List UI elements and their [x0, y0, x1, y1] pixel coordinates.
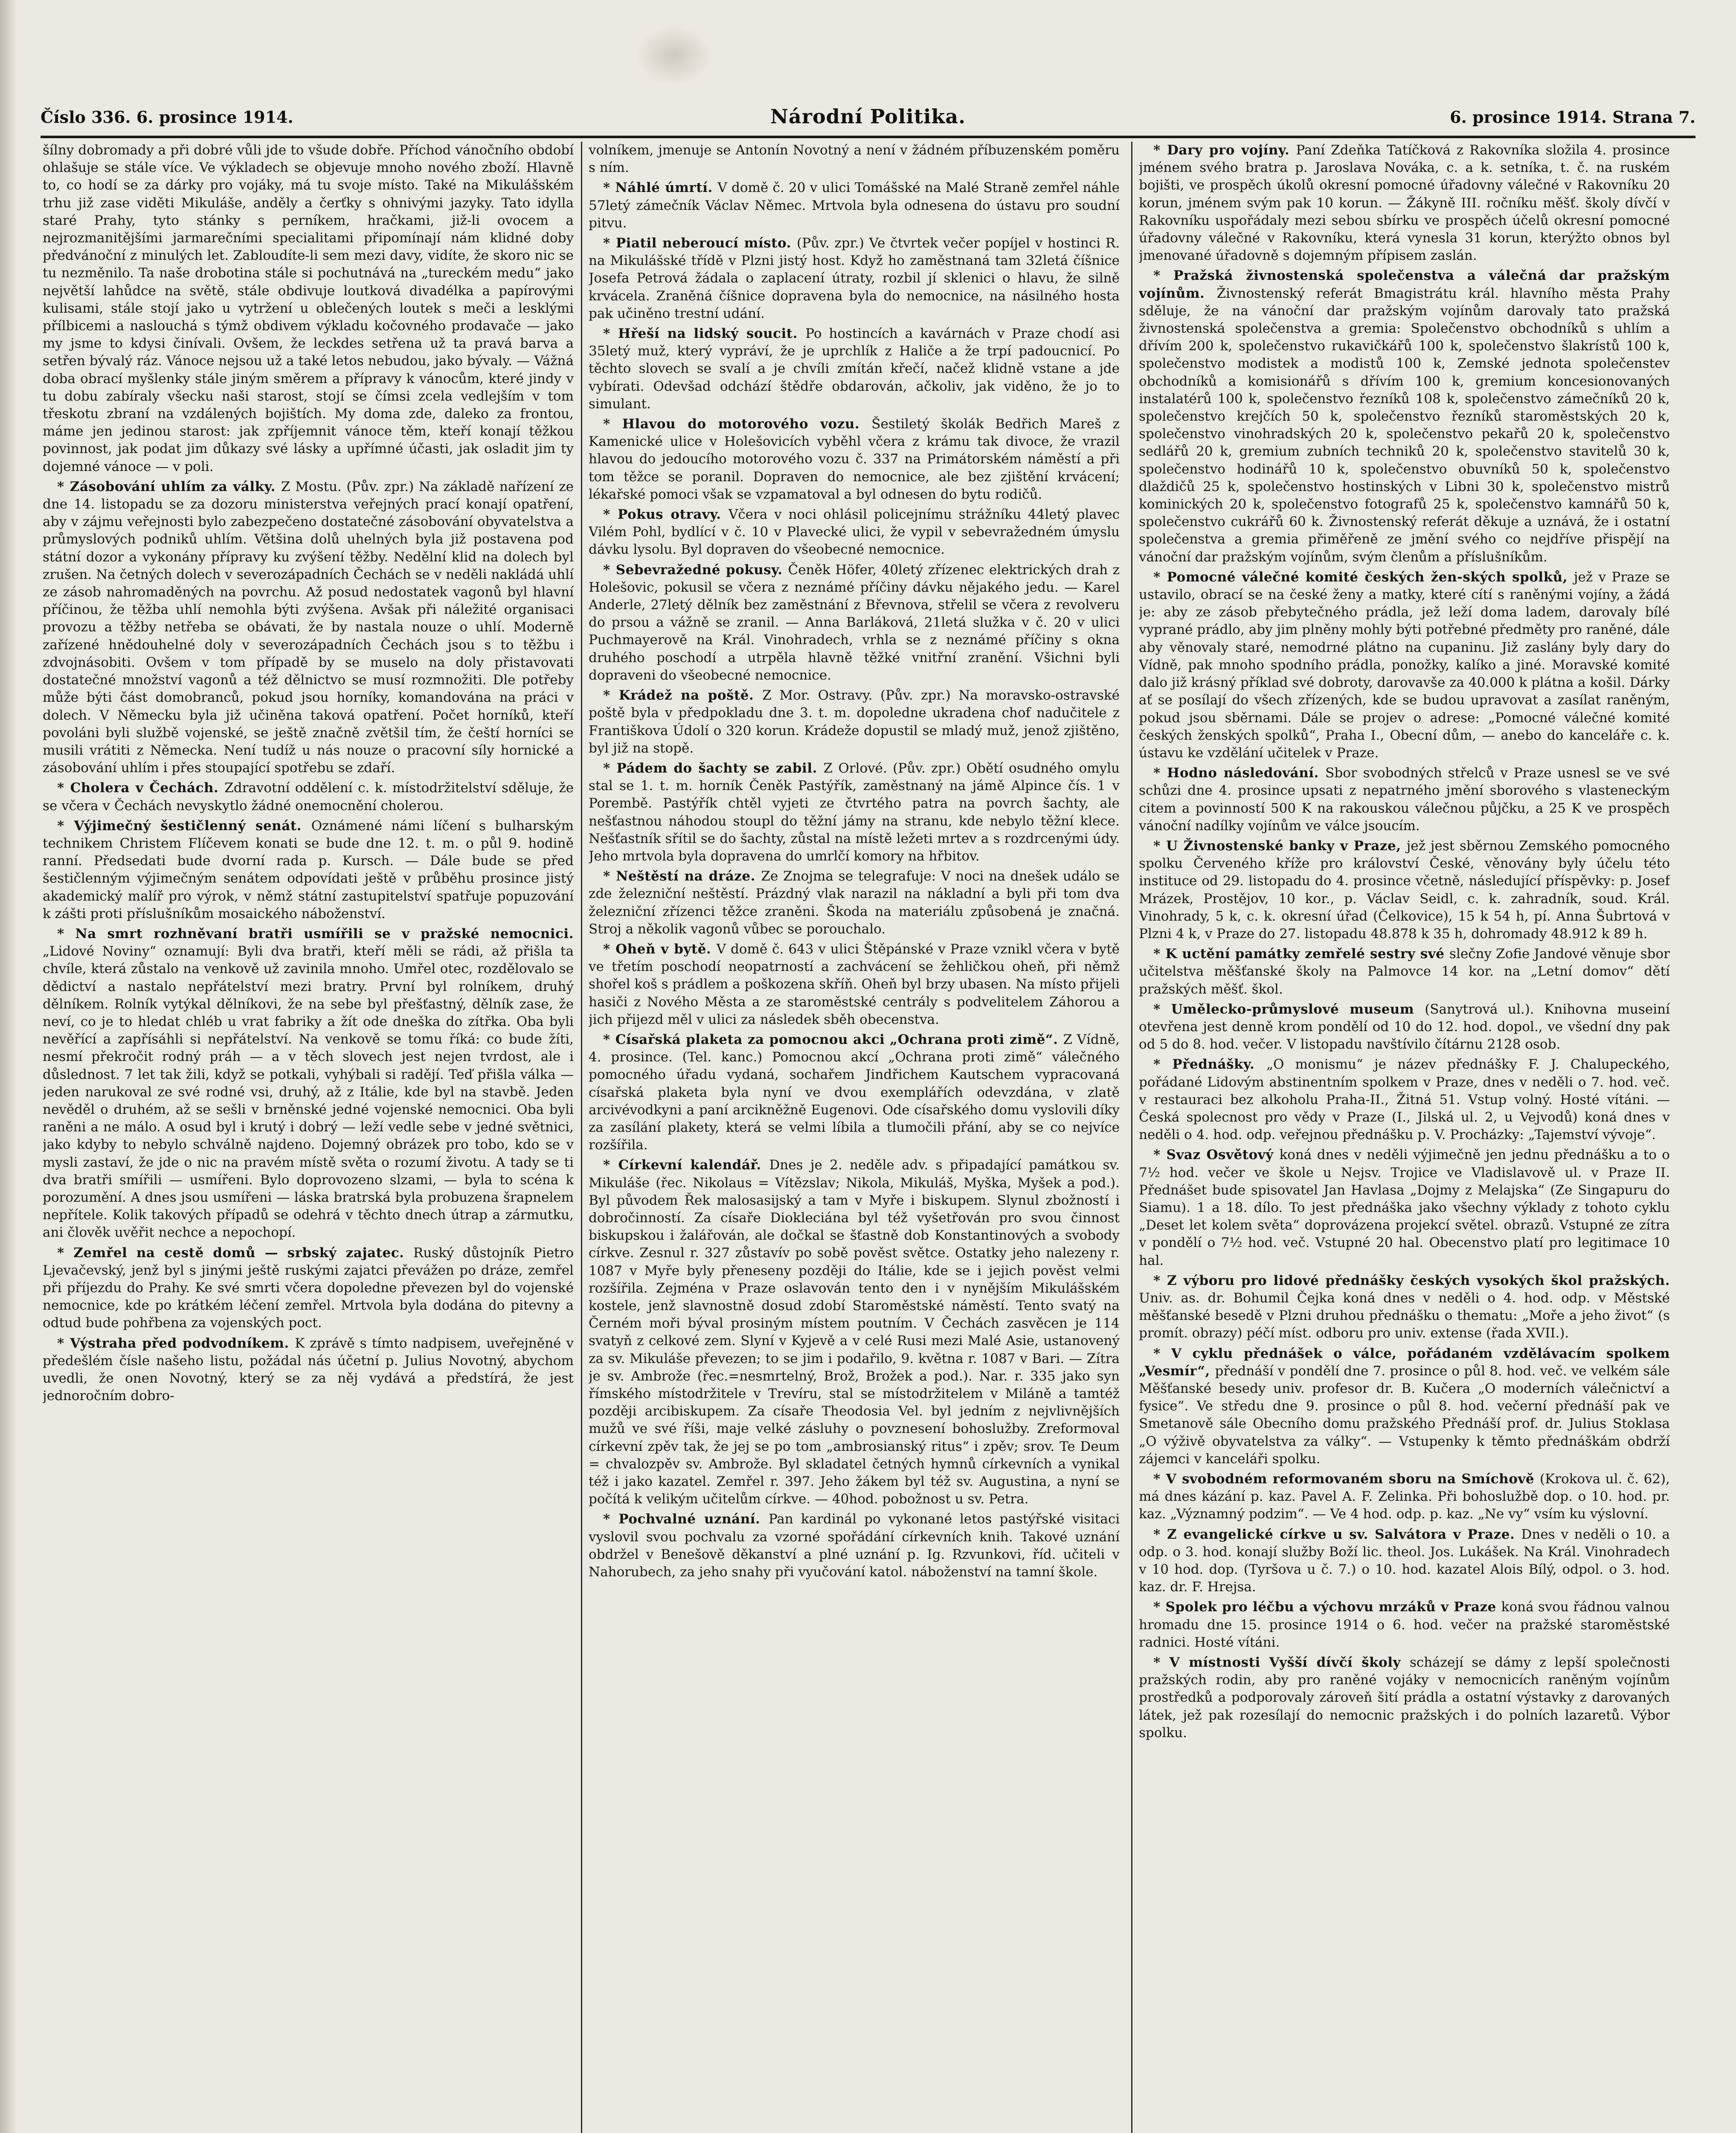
article-paragraph	[43, 925, 574, 1242]
date-page-number: 6. prosince 1914. Strana 7.	[1450, 108, 1695, 127]
article-headline: * V cyklu přednášek o válce, pořádaném vzdělávacím spolkem „Vesmír“,	[1139, 1345, 1670, 1379]
article-headline: * Z evangelické církve u sv. Salvátora v Praze.	[1153, 1526, 1521, 1542]
article-paragraph	[1139, 1056, 1670, 1144]
article-headline: * Oheň v bytě.	[603, 941, 717, 957]
scan-edge	[0, 0, 17, 2133]
article-headline: * Pomocné válečné komité českých žen-ských spolků,	[1153, 569, 1574, 585]
article-text: slečny Zofie Jandové věnuje sbor učitelstva měšťanské školy na Palmovce 14 kor. na „Letní domov“ dětí pražských měšť. škol.	[1139, 946, 1670, 997]
article-text: volníkem, jmenuje se Antonín Novotný a není v žádném příbuzenském poměru s ním.	[589, 142, 1120, 176]
article-headline: * Na smrt rozhněvaní bratři usmířili se v pražské nemocnici.	[57, 926, 574, 942]
article-paragraph	[1139, 1001, 1670, 1054]
column-divider	[1131, 142, 1132, 2133]
article-paragraph	[1139, 764, 1670, 835]
article-paragraph	[43, 1244, 574, 1332]
article-paragraph	[1139, 1272, 1670, 1343]
article-paragraph	[1139, 1345, 1670, 1468]
article-paragraph	[1139, 1526, 1670, 1596]
article-paragraph	[589, 941, 1120, 1029]
article-headline: * Dary pro vojíny.	[1153, 142, 1296, 158]
article-text: Z Vídně, 4. prosince. (Tel. kanc.) Pomocnou akcí „Ochrana proti zimě“ válečného pomocného úřadu vydaná, sochařem Jindřichem Kautschem vypracovaná císařská plaketa byla nyní ve dvou exemplářích odevzdána, v zlatě arcivévodkyni a paní arcikněžně Eugenovi. Ode císařského domu vyslovili díky za zasílání plakety, která se velmi líbila a tlumočili přání, aby se co nejvíce rozšířila.	[589, 1032, 1120, 1153]
article-text: Čeněk Höfer, 40letý zřízenec elektrických drah z Holešovic, pokusil se včera z neznámé příčiny dávku nějakého jedu. — Karel Anderle, 27letý dělník bez zaměstnání z Břevnova, střelil se včera z revolveru do prsou a vážně se zranil. — Anna Barláková, 21letá služka v č. 20 v ulici Puchmayerově na Král. Vinohradech, vrhla se z neznámé příčiny s okna druhého poschodí a utrpěla hlavně těžké vnitřní zranění. Všichni byli dopraveni do všeobecné nemocnice.	[589, 562, 1120, 683]
article-paragraph	[589, 325, 1120, 413]
article-text: Pan kardinál po vykonané letos pastýřské visitaci vyslovil svou pochvalu za vzorné spořádání církevních knih. Takové uznání obdržel v Benešově děkanství a plné uznání p. Ig. Rzvunkovi, říd. učiteli v Nahorubech, za jeho snahy při vyučování katol. náboženství na tamní škole.	[589, 1511, 1120, 1580]
article-headline: * Cholera v Čechách.	[57, 780, 225, 796]
article-headline: * Císařská plaketa za pomocnou akci „Ochrana proti zimě“.	[603, 1032, 1063, 1047]
newspaper-title: Národní Politika.	[770, 105, 966, 128]
article-text: jež jest sběrnou Zemského pomocného spolku Červeného kříže pro království České, věnovány byly účelu této instituce od 29. listopadu do 4. prosince včetně, následující příspěvky: p. Josef Mrázek, Prostějov, 10 kor., p. Václav Seidl, c. k. zahradník, soud. Král. Vinohrady, 5 k, c. k. okresní úřad (Čelkovice), 15 k 54 h, pí. Anna Šubrtová v Plzni 4 k, v Praze do 27. listopadu 48.878 k 35 h, dohromady 48.912 k 89 h.	[1139, 838, 1670, 942]
header-rule	[41, 136, 1695, 138]
article-text: Šestiletý školák Bedřich Mareš z Kamenické ulice v Holešovicích vyběhl včera z krámu tak divoce, že vrazil hlavou do jedoucího motorového vozu č. 337 na Primátorském náměstí a při tom těžce se poranil. Dopraven do nemocnice, ale bez zjištění krvácení; lékařské pomoci však se vzpamatoval a byl odnesen do bytu rodičů.	[589, 416, 1120, 502]
article-paragraph	[43, 779, 574, 814]
article-text: scházejí se dámy z lepší společnosti pražských rodin, aby pro raněné vojáky v nemocnicích raněným vojínům prostředků a podporovaly zároveň šití prádla a ostatní výstavky z darovaných látek, jež pak rozesílají do nemocnic pražských i do polních lazaretů. Výbor spolku.	[1139, 1655, 1670, 1741]
article-headline: * Hlavou do motorového vozu.	[603, 416, 872, 432]
article-paragraph	[589, 868, 1120, 938]
article-paragraph	[589, 506, 1120, 559]
article-headline: * Piatil neberoucí místo.	[603, 235, 797, 251]
article-headline: * Neštěstí na dráze.	[603, 869, 761, 884]
article-headline: * Hodno následování.	[1153, 765, 1326, 781]
article-text: V domě č. 643 v ulici Štěpánské v Praze vznikl včera v bytě ve třetím poschodí neopatrností a zachvácení se žehličkou oheň, při němž shořel koš s prádlem a poškozena skříň. Oheň byl brzy ubasen. Na místo přijeli hasiči z Nového Města a ze staroměstské centrály s podvelitelem Záhorou a jich přijezd měl v ulici za následek sběh obecenstva.	[589, 941, 1120, 1027]
article-paragraph	[589, 1511, 1120, 1581]
article-text: Ze Znojma se telegrafuje: V noci na dnešek událo se zde železniční neštěstí. Prázdný vlak narazil na nákladní a byli při tom dva železniční zřízenci těžce zraněni. Škoda na materiálu způsobená je značná. Stroj a několik vagonů vůbec se porouchalo.	[589, 869, 1120, 937]
article-text: šílny dobromady a při dobré vůli jde to všude dobře. Příchod vánočního období ohlašuje se stále více. Ve výkladech se objevuje mnoho nového zboží. Hlavně to, co hodí se za dárky pro vojáky, má tu svoje místo. Také na Mikulášském trhu již zase viděti Mikuláše, anděly a čerťky s ohnivými jazyky. Tato idylla staré Prahy, tyto stánky s perníkem, hračkami, již-li ovocem a nejrozmanitějšími jarmarečními specialitami připomínají nám klidné doby předvánoční z minulých let. Zabloudíte-li sem mezi davy, vidíte, že skoro nic se tu nezměnilo. Ta naše drobotina stále si pochutnává na „tureckém medu“ jako největší lahůdce na světě, stále obdivuje loutková divadélka a papírovými kulisami, stále stojí jako u vytržení u oblečených loutek s meči a lesklými přílbicemi a naslouchá s týmž obdivem výkladu kočovného prodavače — jako my jsme to kdysi činívali. Ovšem, že leckdes setřena už ta pravá barva a setřen bývalý ráz. Vánoce nejsou už a také letos nebudou, jako bývaly. — Vážná doba obrací myšlenky stále jiným směrem a přípravy k vánocům, které jindy v tu dobu zabíraly všecku naši starost, stojí se čímsi zcela vedlejším v tom třeskotu zbraní na vzdálených bojištích. My doma zde, daleko za frontou, máme jen jedinou starost: jak zpříjemnit vánoce těm, kteří konají těžkou povinnost, jak podat jim důkazy své lásky a upřímné účasti, jak osladit jim ty dojemné vánoce — v poli.	[43, 142, 574, 474]
article-headline: * Církevní kalendář.	[603, 1157, 769, 1173]
article-paragraph	[1139, 1598, 1670, 1651]
article-paragraph	[589, 235, 1120, 323]
page-header	[41, 105, 1695, 133]
article-text: Oznámené námi líčení s bulharským technikem Christem Flíčevem konati se bude dne 12. t. m. o půl 9. hodině ranní. Předsedati bude dvorní rada p. Kursch. — Dále bude se před šestičlenným výjimečným senátem odpovídati ještě v průběhu prosince jistý akademický malíř pro výrok, v němž státní zastupitelství spatřuje popuzování k zášti proti příslušníkům mosaického náboženství.	[43, 818, 574, 921]
article-headline: * Sebevražedné pokusy.	[603, 562, 788, 578]
article-headline: * Pochvalné uznání.	[603, 1511, 769, 1527]
article-paragraph	[1139, 837, 1670, 943]
article-text: „O monismu“ je název přednášky F. J. Chalupeckého, pořádané Lidovým abstinentním spolkem v Praze, dnes v neděli o 7. hod. več. v restauraci bez alkoholu Praha-II., Žitná 51. Vstup volný. Hosté vítáni. — Česká spolecnost pro vědy v Praze (I., Jilská ul. 2, u Vejvodů) koná dnes v neděli o 4. hod. odp. veřejnou přednášku p. V. Procházky: „Tajemství vývoje“.	[1139, 1057, 1670, 1143]
article-headline: * Krádež na poště.	[603, 688, 763, 703]
article-text: (Krokova ul. č. 62), má dnes kázání p. kaz. Pavel A. F. Zelinka. Při bohoslužbě dop. o 10. hod. pr. kaz. „Významný podzim“. — Ve 4 hod. odp. p. kaz. „Ne vy“ vsím ku výslovní.	[1139, 1471, 1670, 1522]
article-headline: * Svaz Osvětový	[1153, 1147, 1280, 1163]
article-headline: * Pádem do šachty se zabil.	[603, 760, 824, 776]
article-text: Sbor svobodných střelců v Praze usnesl se ve své schůzi dne 4. prosince upsati z nepatrného jmění sborového s vlasteneckým citem a povinností 500 K na rakouskou válečnou půjčku, a 25 K ve prospěch vánoční nadílky vojínům ve válce jsoucím.	[1139, 765, 1670, 834]
article-paragraph	[589, 179, 1120, 232]
article-headline: * Výjimečný šestičlenný senát.	[57, 818, 311, 834]
article-paragraph	[1139, 1654, 1670, 1742]
article-headline: * K uctění památky zemřelé sestry své	[1153, 946, 1450, 962]
article-text: Dnes je 2. neděle adv. s připadající památkou sv. Mikuláše (řec. Nikolaus = Vítězslav; Nikola, Mikuláš, Myška, Myšek a pod.). Byl původem Řek malosasijský a tam v Myře i biskupem. Slynul zbožností i dobročinností. Za císaře Diokleciána byl též vyšetřován pro svou činnost biskupskou i žalářován, ale dočkal se šťastně dob Konstantinových a svobody církve. Zesnul r. 327 zůstavív po sobě pověst světce. Ostatky jeho nalezeny r. 1087 v Myře byly přeneseny později do Itálie, kde se i jejich pověst velmi rozšířila. Zejména v Praze oslavován tento den i v nynějším Mikulášském kostele, jenž slavnostně dosud zdobí Staroměstské náměstí. Tento svatý na Černém moři býval prosiným místem poutním. V Čechách zasvěcen je 114 svatyň z celkové zem. Slyní v Kyjevě a v celé Rusi mezi Malé Asie, ustanovený za sv. Mikuláše převezen; to se jim i podařilo, 9. května r. 1087 v Bari. — Zítra je sv. Ambrože (řec.=nesmrtelný, Brož, Brožek a pod.). Nar. r. 335 jako syn římského místodržitele v Trevíru, stal se místodržitelem v Miláně a tamtéž později arcibiskupem. Za císaře Theodosia Vel. byl jedním z nejvlivnějších mužů ve své říši, maje velké zásluhy o povznesení bohoslužby. Zreformoval církevní zpěv tak, že jej se po tom „ambrosianský ritus“ i zpěv; srov. Te Deum = chvalozpěv sv. Ambrože. Byl skladatel četných hymnů církevních a vynikal též i jako kazatel. Zemřel r. 397. Jeho žákem byl též sv. Augustina, a nyní se počítá k velikým učitelům církve. — 40hod. pobožnost u sv. Petra.	[589, 1157, 1120, 1507]
article-text: Zdravotní oddělení c. k. místodržitelství sděluje, že se včera v Čechách nevyskytlo žádné onemocnění cholerou.	[43, 780, 574, 814]
article-headline: * Zemřel na cestě domů — srbský zajatec.	[57, 1245, 413, 1261]
article-paragraph	[1139, 569, 1670, 762]
article-text: Včera v noci ohlásil policejnímu strážníku 44letý plavec Vilém Pohl, bydlící v č. 10 v Plavecké ulici, že vypil v sebevražedném úmyslu dávku lysolu. Byl dopraven do všeobecné nemocnice.	[589, 507, 1120, 558]
article-paragraph	[43, 142, 574, 476]
article-paragraph	[589, 760, 1120, 865]
article-headline: * Hřeší na lidský soucit.	[603, 326, 806, 342]
article-text: koná dnes v neděli výjimečně jen jednu přednášku a to o 7½ hod. večer ve škole u Nejsv. Trojice ve Vladislavově ul. v Praze II. Přednášet bude spisovatel Jan Havlasa „Dojmy z Melajska“ (Ze Singapuru do Siamu). 1 a 18. dílo. To jest přednáška jako všechny výklady z tohoto cyklu „Deset let kolem světa“ doprovázena projekcí světel. obrazů. Vstupné ze zítra v pondělí o 7½ hod. več. Vstupné 20 hal. Obecenstvo platí pro legitimace 10 hal.	[1139, 1147, 1670, 1268]
article-headline: * Pražská živnostenská společenstva a válečná dar pražským vojínům.	[1139, 268, 1670, 301]
article-headline: * Výstraha před podvodníkem.	[57, 1335, 295, 1351]
article-text: „Lidové Noviny“ oznamují: Byli dva bratři, kteří měli se rádi, až přišla ta chvíle, která zůstalo na venkově už zavinila mnoho. Umřel otec, rozdělovalo se dědictví a nastalo nepřátelství mezi bratry. První byl rolníkem, druhý dělníkem. Rolník vytýkal dělníkovi, že na sebe byl přešťastný, dělník zase, že neví, co je to hledat chléb u vrat fabriky a žít ode dneška do zítřka. Oba byli nevěřící a zapřísáhli si nepřátelství. Na venkově se tomu říká: co bude žíti, nesmí překročit rodný práh — a v těch slovech jest nejen tvrdost, ale i důslednost. 7 let tak žili, když se potkali, vyhýbali si radějí. Teď přišla válka — jeden narukoval ze své rodné vsi, druhý, až z Itálie, kde byl na stavbě. Jeden nevěděl o druhém, až se sešli v brněnské jedné vojenské nemocnici. Oba byli raněni a ne málo. A osud byl i krutý i dobrý — leží vedle sebe v jedné světnici, jako kdyby to nebylo schválně najdeno. Dojemný obrázek pro tobo, kdo se v mysli zastaví, že jde o nic na pravém místě světa o rozumí životu. A tady se ti dva bratři smířili — usmířeni. Bylo doprovozeno slzami, — byla to scéna k porozumění. A dnes jsou usmířeni — láska bratrská byla probuzena šrapnelem nepřítele. Kolik takových případů se odehrá v těchto dnech útrap a zármutku, ani člověk uvěřit nechce a nepochopí.	[43, 944, 574, 1241]
article-text: Ruský důstojník Pietro Ljevačevský, jenž byl s jinými ještě ruskými zajatci převážen po dráze, zemřel při příjezdu do Prahy. Ke své smrti včera dopoledne převezen byl do vojenské nemocnice, kde po krátkém léčení zemřel. Mrtvola byla dodána do pitevny a odtud bude pohřbena za vojenských poct.	[43, 1245, 574, 1331]
article-paragraph	[589, 561, 1120, 684]
article-text: (Pův. zpr.) Ve čtvrtek večer popíjel v hostinci R. na Mikulášské třídě v Plzni jistý host. Když ho zaměstnaná tam 32letá číšnice Josefa Petrová žádala o zaplacení útraty, rozbil jí sklenici o hlavu, že silně krvácela. Zraněná číšnice dopravena byla do nemocnice, na násilného hosta pak učiněno trestní udání.	[589, 235, 1120, 321]
article-text: Z Mor. Ostravy. (Pův. zpr.) Na moravsko-ostravské poště byla v předpokladu dne 3. t. m. dopoledne ukradena chof nadučitele z Františkova Údolí o 320 korun. Krádeže dopustil se mladý muž, jenož zjištěno, byl již na stopě.	[589, 688, 1120, 756]
column-2	[589, 142, 1120, 2133]
article-text: Univ. as. dr. Bohumil Čejka koná dnes v neděli o 4. hod. odp. v Městské měšťanské besedě v Plzni druhou přednášku o thematu: „Moře a jeho život“ (s promít. obrazy) péčí míst. odboru pro univ. extense (řada XVII.).	[1139, 1290, 1670, 1341]
article-text: V domě č. 20 v ulici Tomášské na Malé Straně zemřel náhle 57letý zámečník Václav Němec. Mrtvola byla odnesena do ústavu pro soudní pitvu.	[589, 180, 1120, 231]
article-headline: * V místnosti Vyšší dívčí školy	[1153, 1655, 1410, 1671]
article-text: jež v Praze se ustavilo, obrací se na české ženy a matky, které cítí s raněnými vojíny, a žádá je: aby ze zásob přebytečného prádla, jež leží doma ladem, darovaly bílé vyprané prádlo, aby jim plněny mohly býti potřebné předměty pro raněné, dále aby věnovaly staré, nemodrné plátno na cupaninu. Již zaslány byly dary do Vídně, pak mnoho spodního prádla, ponožky, kalíko a jiné. Moravské komité dalo již krásný příklad své dobroty, darovavše za 40.000 k plátna a košil. Dárky ať se posílají do všech zřízených, kde se budou upravovat a zasílat raněným, pokud jsou sběrnami. Dále se projev o adrese: „Pomocné válečné komité českých ženských spolků“, Praha I., Obecní dům, — anebo do kanceláře c. k. ústavu ke vzdělání učitelek v Praze.	[1139, 569, 1670, 761]
article-text: přednáší v pondělí dne 7. prosince o půl 8. hod. več. ve velkém sále Měšťanské besedy univ. profesor dr. B. Kučera „O moderních válečnictví a fysice“. Ve středu dne 9. prosince o půl 8. hod. večerní přednáší pak ve Smetanově sále Obecního domu pražského Přednáší prof. dr. Julius Stoklasa „O výživě obyvatelstva za války“. — Vstupenky k těmto přednáškám obdrží zájemci v kanceláři spolku.	[1139, 1363, 1670, 1467]
article-paragraph	[589, 1157, 1120, 1508]
article-paragraph	[589, 1031, 1120, 1154]
article-paragraph	[1139, 1146, 1670, 1269]
article-paragraph	[1139, 1470, 1670, 1523]
article-text: koná svou řádnou valnou hromadu dne 15. prosince 1914 o 6. hod. večer na pražské staroměstské radnici. Hosté vítáni.	[1139, 1599, 1670, 1650]
article-text: Živnostenský referát Bmagistrátu král. hlavního města Prahy sděluje, že na vánoční dar pražským vojínům darovaly tato pražská živnostenská společenstva a gremia: Společenstvo obchodníků s uhlím a dřívím 200 k, společenstvo rukavičkářů 100 k, společenstvo šlakrístů 100 k, společenstvo modistek a modistů 100 k, Zemské jednota společenstev obchodníků a komisionářů s dřívím 100 k, gremium koncesionovaných instalatérů 100 k, společenstvo řezníků 108 k, společenstvo zámečníků 20 k, společenstvo krejčích 50 k, společenstvo řezníků staroměstských 20 k, společenstvo vinohradských 20 k, společenstvo pekařů 20 k, společenstvo sedlářů 20 k, gremium zubních techniků 20 k, společenstvo stavitelů 30 k, společenstvo hodinářů 10 k, společenstvo obuvníků 50 k, společenstvo dlaždičů 25 k, společenstvo hostinských v Libni 30 k, společenstvo mistrů kominických 20 k, společenstvo fotografů 25 k, společenstvo kamnářů 50 k, společenstvo cukrářů 60 k. Živnostenský referát děkuje a uznává, že i ostatní společenstva a gremia přiměřeně ze jmění svého co nejdříve přispějí na vánoční dar pražským vojínům, svým členům a příslušníkům.	[1139, 285, 1670, 565]
ink-smudge	[636, 26, 712, 85]
issue-number-date: Číslo 336. 6. prosince 1914.	[41, 108, 293, 127]
article-headline: * Pokus otravy.	[603, 507, 729, 523]
column-3	[1139, 142, 1670, 2133]
article-headline: * Zásobování uhlím za války.	[57, 479, 281, 494]
article-headline: * Umělecko-průmyslové museum	[1153, 1001, 1425, 1017]
article-text: Paní Zdeňka Tatíčková z Rakovníka složila 4. prosince jménem svého bratra p. Jaroslava Nováka, c. a k. setníka, t. č. na ruském bojišti, ve prospěch úkolů okresní pomocné úřadovny válečné v Rakovníku 20 korun, jménem svým pak 10 korun. — Žákyně III. ročníku měšť. školy dívčí v Rakovníku uspořádaly mezi sebou sbírku ve prospěch účelů okresní pomocné úřadovny válečné v Rakovníku, která vynesla 31 korun, kterýžto obnos byl jmenované úřadovně s dojemným přípisem zaslán.	[1139, 142, 1670, 264]
article-text: Z Orlové. (Pův. zpr.) Obětí osudného omylu stal se 1. t. m. horník Čeněk Pastýřík, zaměstnaný na jámě Alpince čís. 1 v Porembě. Pastýřík chtěl vyjeti ze čtvrtého patra na povrch šachty, ale nešťastnou náhodou stoupl do těžní jámy na stranu, kde nebylo těžní klece. Nešťastník sřítil se do šachty, zůstal na místě ležeti mrtev a s rozdrcenými údy. Jeho mrtvola byla dopravena do umrlčí komory na hřbitov.	[589, 760, 1120, 864]
article-text: (Sanytrová ul.). Knihovna museiní otevřena jest denně krom pondělí od 10 do 12. hod. dopol., ve všední dny pak od 5 do 8. hod. večer. V listopadu navštívilo čítárnu 2128 osob.	[1139, 1001, 1670, 1052]
article-headline: * Spolek pro léčbu a výchovu mrzáků v Praze	[1153, 1599, 1501, 1615]
column-divider	[581, 142, 582, 2133]
article-text: Po hostincích a kavárnách v Praze chodí asi 35letý muž, který vypráví, že je uprchlík z Haliče a že trpí padoucnicí. Po těchto slovech se svalí a je chvíli zmítán křečí, načež klidně vstane a jde vybírati. Odevšad odchází štědře obdarován, ačkoliv, jak viděno, že jo to simulant.	[589, 326, 1120, 412]
article-headline: * Náhlé úmrtí.	[603, 180, 718, 196]
article-headline: * Z výboru pro lidové přednášky českých vysokých škol pražských.	[1153, 1273, 1670, 1288]
article-paragraph	[1139, 267, 1670, 566]
article-paragraph	[1139, 945, 1670, 998]
article-paragraph	[43, 817, 574, 923]
article-text: Dnes v neděli o 10. a odp. o 3. hod. konají služby Boží lic. theol. Jos. Lukášek. Na Král. Vinohradech v 10 hod. dop. (Tyršova u č. 7.) o 10. hod. kazatel Alois Bílý, odpol. o 3. hod. kaz. dr. F. Hrejsa.	[1139, 1526, 1670, 1595]
article-text: Z Mostu. (Pův. zpr.) Na základě nařízení ze dne 14. listopadu se za dozoru ministerstva veřejných prací konají opatření, aby v zájmu veřejnosti bylo zabezpečeno dostatečné zásobování obyvatelstva a průmyslových podniků uhlím. Většina dolů uhelných byla již postavena pod státní dozor a vykonány přípravy ku zvýšení těžby. Nedělní klid na dolech byl zrušen. Na četných dolech v severozápadních Čechách se v neděli nakládá uhlí ze zásob nahromaděných na povrchu. Až posud nedostatek vagonů byl hlavní příčinou, že těžba uhlí nemohla býti zvýšena. Avšak při náležité organisaci provozu a těžby netřeba se obávati, že by nastala nouze o uhlí. Moderně zařízené hnědouhelné doly v severozápadních Čechách jsou s to těžbu i zdvojnásobiti. Ovšem v tom případě by se muselo na doly přistavovati dostatečné množství vagonů a též dělnictvo se musí rozmnožiti. Dle potřeby může býti část domobranců, pokud jsou horníky, komandována na práci v dolech. V Německu byla již učiněna taková opatření. Počet horníků, kteří povoláni byli službě vojenské, se ještě značně zvětšil tím, že čeští horníci se musili vrátiti z Německa. Není tudíž u nás nouze o pracovní síly hornické a zásobování uhlím i přes stoupající spotřebu se zdaří.	[43, 479, 574, 776]
article-paragraph	[1139, 142, 1670, 264]
article-paragraph	[589, 142, 1120, 177]
article-paragraph	[589, 416, 1120, 503]
column-1	[43, 142, 574, 2133]
article-headline: * Přednášky.	[1153, 1057, 1266, 1072]
article-text: K zprávě s tímto nadpisem, uveřejněné v předešlém čísle našeho listu, požádal nás účetní p. Julius Novotný, abychom uvedli, že onen Novotný, který se za něj vydává a předstírá, že jest jednoročním dobro-	[43, 1335, 574, 1404]
article-headline: * V svobodném reformovaném sboru na Smíchově	[1153, 1471, 1540, 1487]
article-headline: * U Živnostenské banky v Praze,	[1153, 838, 1407, 854]
article-paragraph	[43, 1335, 574, 1405]
article-paragraph	[43, 478, 574, 777]
article-paragraph	[589, 687, 1120, 757]
